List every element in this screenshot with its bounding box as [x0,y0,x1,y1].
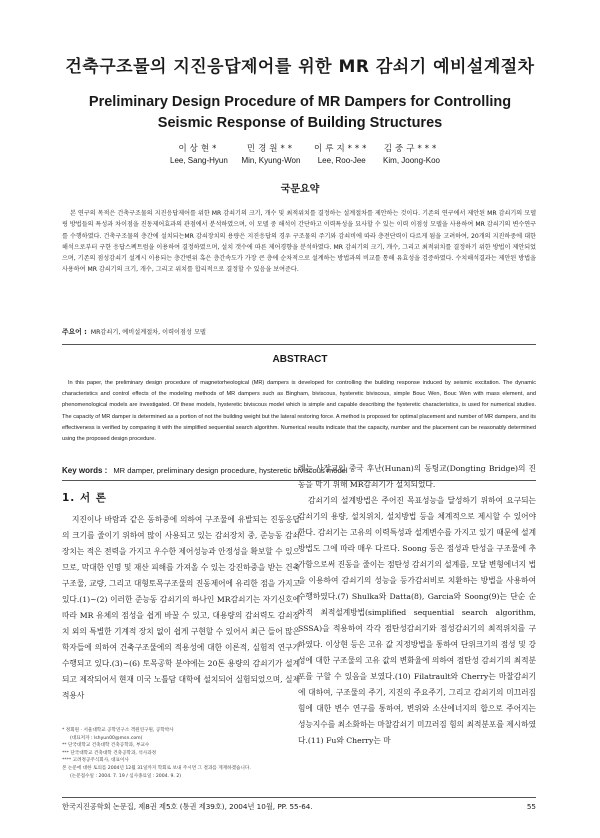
body-paragraph: 감쇠기의 설계방법은 주어진 목표성능을 달성하기 위하여 요구되는 감쇠기의 용량, 설치위치, 설치방법 등을 체계적으로 제시할 수 있어야 한다. 감쇠기는 고유의 이력특성과 설계변수를 가지고 있기 때문에 설계방법도 그에 따라 매우 다르다. Soong 등은 점성과 탄성을 구조물에 추가함으로써 진동을 줄이는 점탄성 감쇠기의 설계를, 모달 변형에너지 법을 이용하여 감쇠기의 성능을 등가감쇠비로 치환하는 방법을 사용하여 수행하였다.(7) Shulka와 Datta(8), Garcia와 Soong(9)는 단순 순차적 최적설계방법(simplified sequential search algorithm, SSSA)을 적용하여 각각 점탄성감쇠기와 점성감쇠기의 최적위치를 구하였다. 이상현 등은 고유 값 지정방법을 통하여 단위크기의 점성 및 강성에 대한 구조물의 고유 값의 변화율에 의하여 점탄성 감쇠기의 최적분포를 구할 수 있음을 보였다.(10) Filatrault와 Cherry는 마찰감쇠기에 대하여, 구조물의 주기, 지진의 주요주기, 그리고 감쇠기의 미끄러짐 힘에 대한 변수 연구를 통하여, 변위와 소산에너지의 합으로 주어지는 성능지수를 최소화하는 마찰감쇠기 미끄러짐 힘의 최적분포를 제시하였다.(11) Fu와 Cherry는 마 [298,496,536,745]
body-paragraph: 례는 사장교인 중국 후난(Hunan)의 동팅교(Dongting Bridge)의 진동을 막기 위해 MR감쇠기가 설치되었다. [298,464,536,489]
author-name-en: Lee, Sang-Hyun [170,156,228,165]
footnotes [62,727,300,780]
keywords-en-label: Key words : [62,466,108,475]
footnote: (논문접수일 : 2004. 7. 19 / 심사종료일 : 2004. 9. 2) [70,773,182,779]
abstract-ko-body: 본 연구의 목적은 건축구조물의 지진응답제어를 위한 MR 감쇠기의 크기, 개수 및 최적위치를 결정하는 설계절차를 제안하는 것이다. 기존의 연구에서 제안된 MR 감쇠기의 모델링 방법들의 특성과 차이점을 진동제어효과의 관점에서 분석하였으며, 이 모델 중 해석이 간단하고 이력특성을 묘사할 수 있는 이력 이점성 모델을 사용하여 MR 감쇠기의 변수연구를 수행하였다. 건축구조물의 층간에 설치되는MR 감쇠장치의 용량은 지진응답의 경우 구조물의 주기와 감쇠비에 따라 층전단력이 다르게 됨을 고려하여, 20개의 지진하중에 대한 해석으로부터 구한 응답스펙트럼을 이용하여 결정하였으며, 설치 갯수에 따른 제어경향을 분석하였다. MR 감쇠기의 크기, 개수, 그리고 최적위치를 결정하기 위한 방법이 제안되었으며, 기존의 점성감쇠기 설계시 이용되는 층간변위 혹은 층간속도가 가장 큰 층에 순차적으로 설계하는 방법과의 비교를 통해 유효성을 검증하였다. 수치해석결과는 제안된 방법을 사용하여 MR 감쇠기의 크기, 개수, 그리고 위치를 합리적으로 결정할 수 있음을 보여준다. [62,210,536,274]
divider [62,344,536,345]
body-paragraph: 지진이나 바람과 같은 동하중에 의하여 구조물에 유발되는 진동응답의 크기를 줄이기 위하여 많이 사용되고 있는 감쇠장치 중, 준능동 감쇠장치는 적은 전력을 가지고 우수한 제어성능과 안정성을 확보할 수 있으므로, 막대한 인명 및 재산 피해를 가져올 수 있는 강진하중을 받는 건축구조물, 교량, 그리고 대형토목구조물의 진동제어에 유리한 점을 가지고 있다.(1)~(2) 이러한 준능동 감쇠기의 하나인 MR감쇠기는 자기신호에 따라 MR 유체의 점성을 쉽게 바꿀 수 있고, 대용량의 감쇠력도 감쇠장치 외의 특별한 기계적 장치 없이 쉽게 구현할 수 있어서 최근 들어 많은 학자들에 의하여 건축구조물에의 적용성에 대한 이론적, 실험적 연구가 수행되고 있다.(3)~(6) 토목공학 분야에는 20톤 용량의 감쇠기가 설계되고 제작되어서 현재 미국 노틀담 대학에 설치되어 실험되었으며, 실제 적용사 [62,515,300,700]
body-column-right [298,461,536,749]
title-korean: 건축구조물의 지진응답제어를 위한 MR 감쇠기 예비설계절차 [65,57,535,77]
footnote: **** 고려정공주식회사, 대표이사 [62,758,129,764]
author-name-en: Kim, Joong-Koo [383,156,440,165]
author-name-en: Min, Kyung-Won [241,156,301,165]
title-english-line-2: Seismic Response of Building Structures [157,115,443,131]
keywords-ko [62,326,536,336]
author [170,143,228,167]
title-english-line-1: Preliminary Design Procedure of MR Dampers for Controlling [88,94,512,110]
abstract-en-heading: ABSTRACT [272,354,328,365]
keywords-ko-text: MR감쇠기, 예비설계절차, 이력이점성 모델 [90,329,206,336]
keywords-en-text: MR damper, preliminary design procedure, hysteretic biviscous model [113,466,348,475]
author-list [170,143,440,167]
author-name-en: Lee, Roo-Jee [317,156,366,165]
author [241,143,300,167]
footnote: * 정회원 · 서울대학교 공학연구소 객원연구원, 공학박사 [62,728,174,733]
section-heading-introduction: 1. 서 론 [62,492,107,504]
author [383,143,440,167]
body-column-left [62,512,300,704]
footnote: (대표저자 : lshyun00@msn.com) [70,735,143,741]
title-english [0,92,600,134]
abstract-ko-heading: 국문요약 [280,184,320,195]
footnote: 본 논문에 대한 토의를 2004년 12월 31일까지 학회로 보내 주시면 그 결과를 게재하겠습니다. [62,765,251,771]
journal-citation: 한국지진공학회 논문집, 제8권 제5호 (통권 제39호), 2004년 10월, PP. 55-64. [62,802,313,811]
footnote: ** 단국대학교 건축대학 건축공학과, 부교수 [62,743,150,749]
keywords-ko-label: 주요어 : [62,328,87,336]
author-name-ko: 이상현* [178,144,220,154]
page-number: 55 [526,802,536,811]
footnote: *** 단국대학교 건축대학 건축공학과, 석사과정 [62,750,157,756]
author-name-ko: 이루지*** [314,144,370,154]
page-footer [62,802,536,812]
author-name-ko: 김중구*** [383,144,440,154]
author [314,143,369,167]
abstract-en-body: In this paper, the preliminary design procedure of magnetorheological (MR) dampers is developed for controlling the building response induced by seismic excitation. The dynamic characteristics and control effects of the modeling methods of MR dampers such as Bingham, biviscous, hysteretic biviscous, simple Bouc Wen, Bouc Wen with mass element, and phenomenological models are investigated. Of these models, hysteretic biviscous model which is simple and capable describing the hysteretic characteristics, is used for numerical studies. The capacity of MR damper is determined as a portion of not the building weight but the lateral restoring force. A method is proposed for optimal placement and number of MR dampers, and its effectiveness is verified by comparing it with the simplified sequential search algorithm. Numerical results indicate that the capacity, number and the placement can be reasonably determined using the proposed design procedure. [62,380,536,443]
author-name-ko: 민경원** [246,144,295,154]
footer-divider [62,797,536,798]
